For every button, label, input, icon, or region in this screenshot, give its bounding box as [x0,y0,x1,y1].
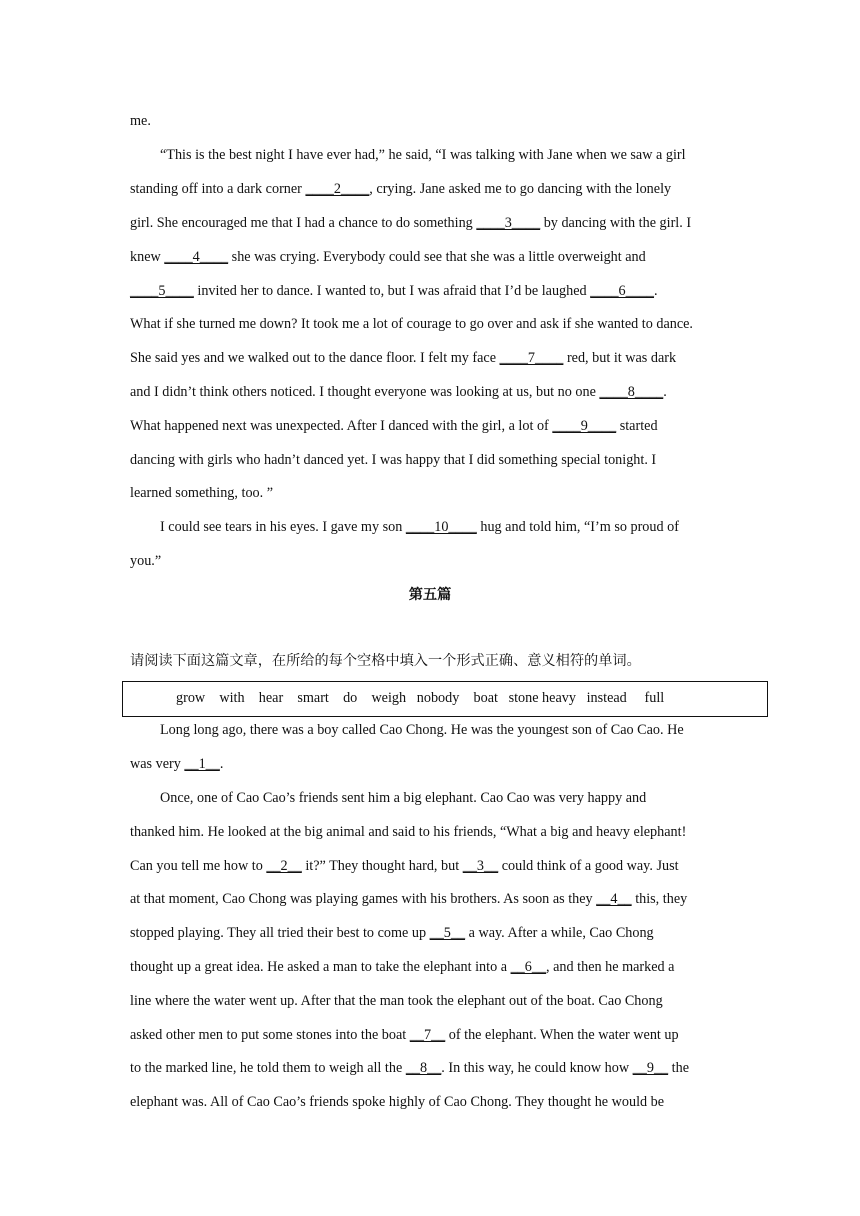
section-title: 第五篇 [408,587,452,603]
text-segment: She said yes and we walked out to the dance floor. I felt my face [130,350,500,366]
text-segment: by dancing with the girl. I [540,215,692,231]
blank-underline: ____7____ [499,350,564,366]
text-line [130,348,742,368]
text-line [130,111,742,131]
text-line [130,957,742,977]
text-segment: girl. She encouraged me that I had a chance to do something [130,215,477,231]
text-segment: line where the water went up. After that the man took the elephant out of the boat. Cao Chong [130,993,663,1009]
text-segment: thanked him. He looked at the big animal and said to his friends, “What a big and heavy elephant! [130,824,687,840]
text-line [130,450,742,470]
blank-underline: __7__ [409,1027,446,1043]
text-line [160,145,742,165]
text-segment: thought up a great idea. He asked a man to take the elephant into a [130,959,511,975]
text-line [130,1058,742,1078]
text-segment: invited her to dance. I wanted to, but I was afraid that I’d be laughed [193,283,591,299]
text-line [130,856,742,876]
text-segment: . In this way, he could know how [441,1060,633,1076]
blank-underline: ____5____ [130,283,194,299]
text-line [130,281,742,301]
text-line [130,923,742,943]
text-segment: could think of a good way. Just [498,858,679,874]
text-segment: of the elephant. When the water went up [445,1027,679,1043]
blank-underline: __5__ [429,925,466,941]
text-segment: it?” They thought hard, but [301,858,463,874]
text-segment: you.” [130,553,162,569]
text-line [130,483,742,503]
text-segment: , crying. Jane asked me to go dancing with the lonely [369,181,672,197]
blank-underline: __6__ [510,959,547,975]
blank-underline: ____4____ [164,249,229,265]
blank-underline: __3__ [462,858,499,874]
blank-underline: __1__ [184,756,220,772]
text-segment: was very [130,756,185,772]
blank-underline: ____3____ [476,215,541,231]
word-bank-words: grow with hear smart do weigh nobody boat stone heavy instead full [176,690,665,706]
text-segment: the [668,1060,690,1076]
text-segment: . [663,384,667,400]
text-segment: to the marked line, he told them to weigh all the [130,1060,406,1076]
instruction-text: 请阅读下面这篇文章，在所给的每个空格中填入一个形式正确、意义相符的单词。 [130,653,641,669]
blank-underline: ____2____ [305,181,370,197]
text-line [130,247,742,267]
text-line [130,1092,742,1112]
blank-underline: __8__ [405,1060,442,1076]
blank-underline: ____10____ [405,519,477,535]
text-segment: this, they [631,891,688,907]
text-line [130,179,742,199]
text-segment: . [219,756,224,772]
text-segment: a way. After a while, Cao Chong [465,925,654,941]
text-segment: knew [130,249,165,265]
text-line [130,889,742,909]
text-segment: “This is the best night I have ever had,” he said, “I was talking with Jane when we saw a girl [160,147,686,163]
text-segment: What if she turned me down? It took me a lot of courage to go over and ask if she wanted to dance. [130,316,693,332]
text-segment: stopped playing. They all tried their best to come up [130,925,430,941]
text-line [130,754,742,774]
text-segment: dancing with girls who hadn’t danced yet. I was happy that I did something special tonight. I [130,452,657,468]
text-segment: at that moment, Cao Chong was playing games with his brothers. As soon as they [130,891,597,907]
blank-underline: __9__ [632,1060,669,1076]
blank-underline: ____9____ [552,418,617,434]
text-line [130,213,742,233]
text-segment: she was crying. Everybody could see that she was a little overweight and [228,249,646,265]
text-segment: standing off into a dark corner [130,181,306,197]
text-line [130,1025,742,1045]
text-segment: learned something, too. ” [130,485,274,501]
word-bank-box [122,681,768,717]
text-segment: and I didn’t think others noticed. I thought everyone was looking at us, but no one [130,384,600,400]
text-line [130,551,742,571]
text-line [160,720,742,740]
text-segment: Once, one of Cao Cao’s friends sent him a big elephant. Cao Cao was very happy and [160,790,647,806]
text-segment: me. [130,113,151,129]
text-line [130,991,742,1011]
text-segment: Long long ago, there was a boy called Cao Chong. He was the youngest son of Cao Cao. He [160,722,684,738]
text-line [130,416,742,436]
text-segment: . [654,283,658,299]
text-line [130,382,742,402]
text-segment: started [616,418,658,434]
text-segment: asked other men to put some stones into the boat [130,1027,410,1043]
text-segment: red, but it was dark [563,350,677,366]
text-segment: hug and told him, “I’m so proud of [476,519,679,535]
text-line [160,788,742,808]
blank-underline: __4__ [596,891,632,907]
text-line [130,822,742,842]
text-segment: elephant was. All of Cao Cao’s friends spoke highly of Cao Chong. They thought he would be [130,1094,665,1110]
text-segment: What happened next was unexpected. After I danced with the girl, a lot of [130,418,553,434]
text-segment: Can you tell me how to [130,858,267,874]
blank-underline: ____6____ [590,283,655,299]
blank-underline: ____8____ [599,384,664,400]
blank-underline: __2__ [266,858,302,874]
text-line [160,517,742,537]
text-segment: I could see tears in his eyes. I gave my son [160,519,406,535]
text-line [130,314,742,334]
text-segment: , and then he marked a [546,959,675,975]
